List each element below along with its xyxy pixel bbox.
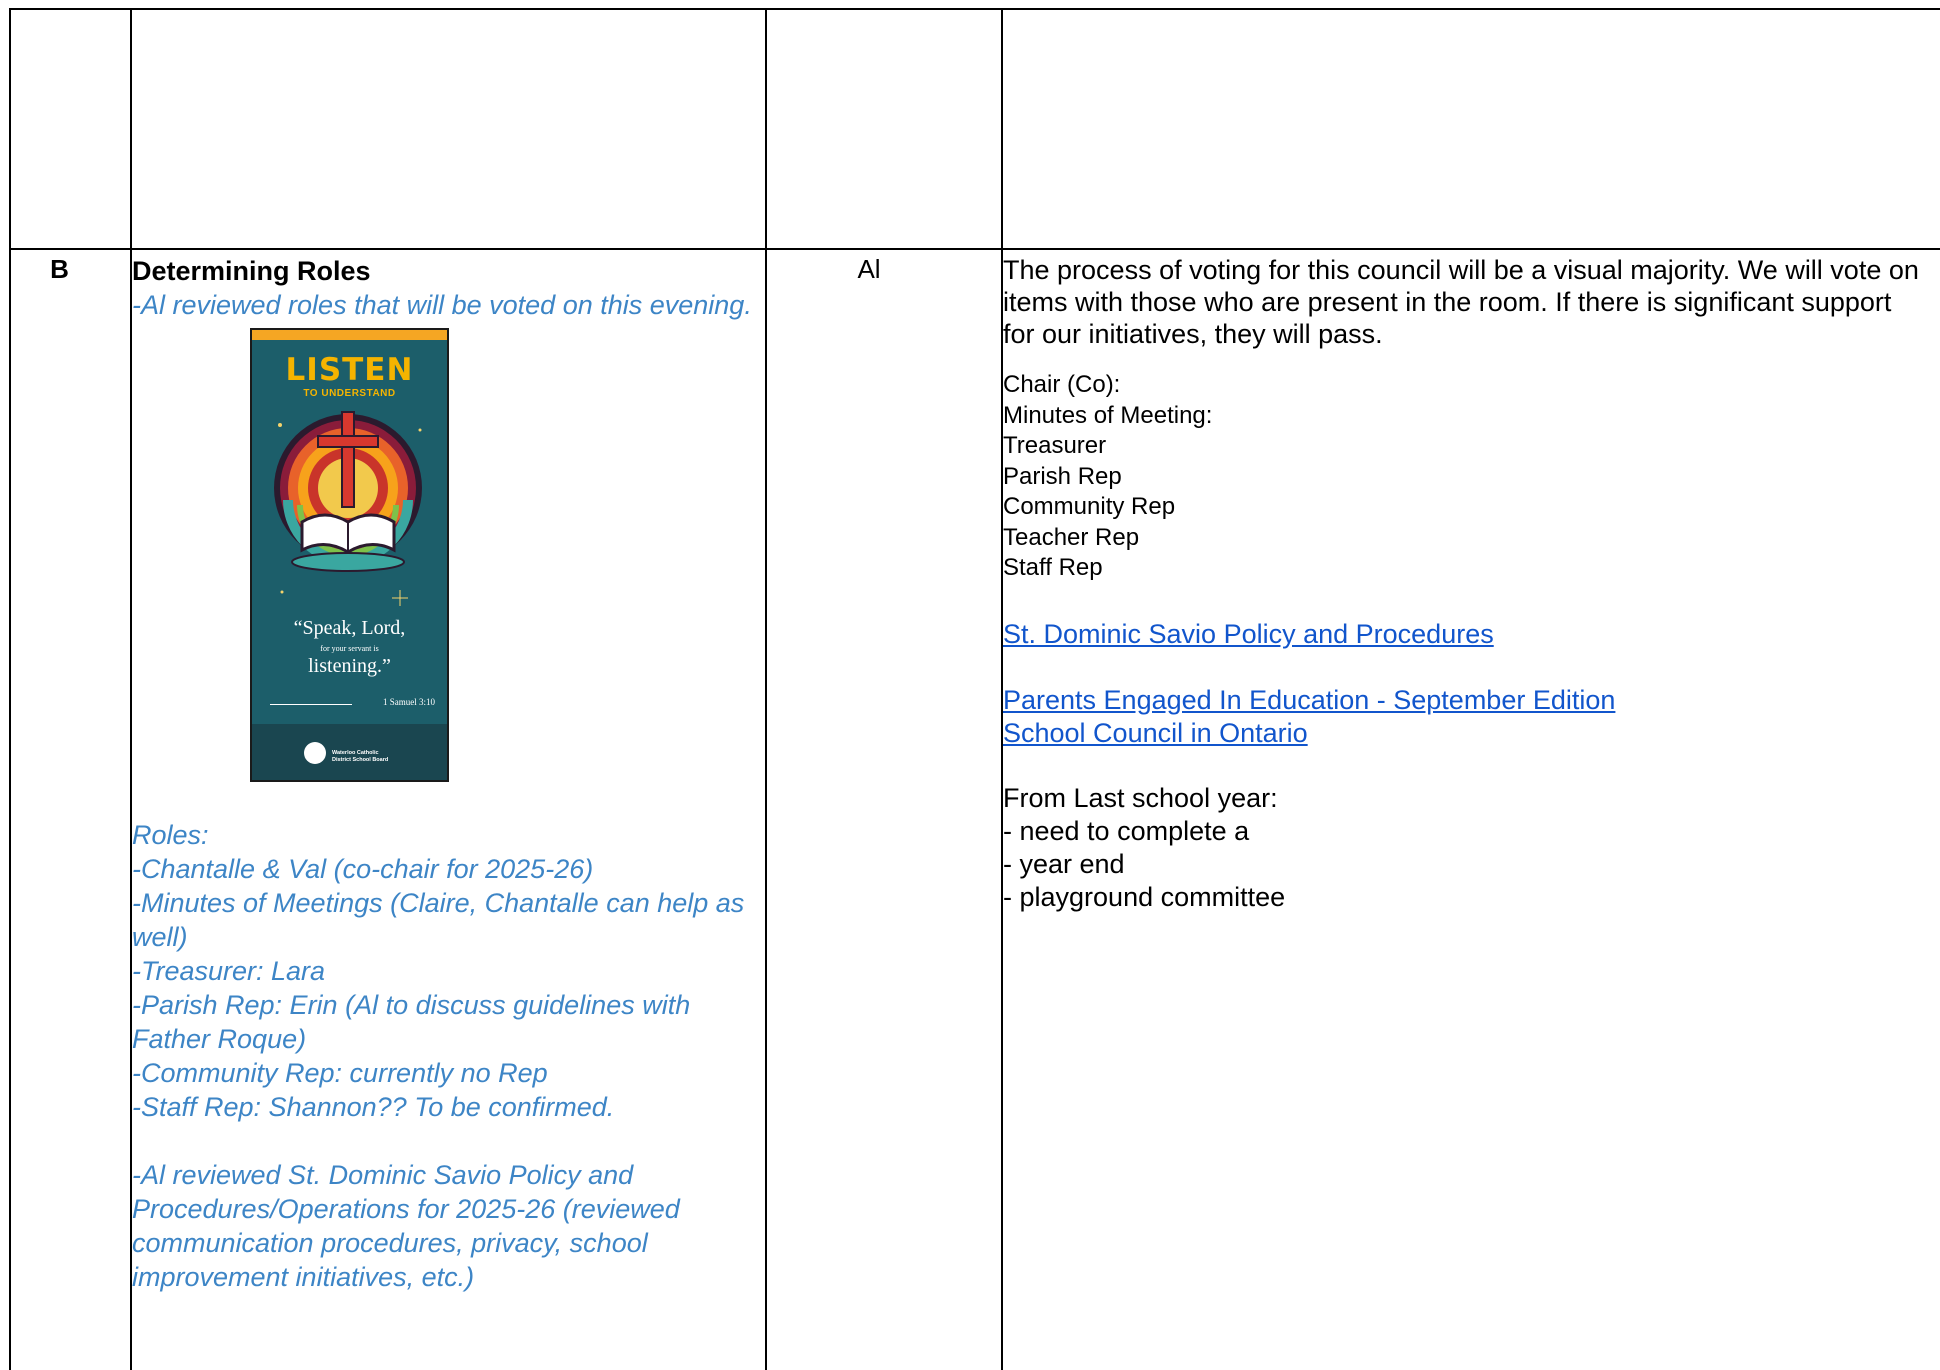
- minutes-table: [9, 8, 1940, 1370]
- list-item: - playground committee: [1003, 881, 1286, 912]
- list-item: -Staff Rep: Shannon?? To be confirmed.: [132, 1092, 615, 1122]
- list-item: -Chantalle & Val (co-chair for 2025-26): [132, 854, 594, 884]
- board-name-line1: Waterloo Catholic: [332, 750, 379, 756]
- list-item: - year end: [1003, 848, 1125, 879]
- stained-glass-icon: [260, 410, 436, 610]
- item-id: B: [50, 254, 69, 284]
- policy-link[interactable]: St. Dominic Savio Policy and Procedures: [1003, 618, 1494, 649]
- voting-process-text: The process of voting for this council will be a visual majority. We will vote on items with those who are present in the room. If there is significant support for our initiatives, they will pass.: [1003, 255, 1919, 349]
- list-item: Community Rep: [1003, 493, 1176, 520]
- table-row-previous: [10, 9, 1940, 249]
- board-name-line2: District School Board: [332, 757, 389, 763]
- cell-notes-previous: [1002, 9, 1940, 249]
- cell-item-id-previous: [10, 9, 131, 249]
- cell-presenter: [766, 249, 1002, 1370]
- list-item: Parish Rep: [1003, 462, 1122, 490]
- intro-note: -Al reviewed roles that will be voted on this evening.: [132, 290, 752, 320]
- poster-heading: LISTEN: [285, 352, 414, 388]
- roles-list: [132, 852, 765, 1124]
- list-item: Treasurer: [1003, 432, 1107, 459]
- poster-footer: [252, 724, 447, 780]
- poster-divider: [270, 704, 352, 705]
- list-item: -Minutes of Meetings (Claire, Chantalle can help as well): [132, 888, 745, 952]
- poster-accent-bar: [252, 330, 447, 340]
- list-item: Minutes of Meeting:: [1003, 401, 1213, 429]
- list-item: Teacher Rep: [1003, 523, 1140, 551]
- school-council-link[interactable]: School Council in Ontario: [1003, 717, 1308, 748]
- list-item: -Community Rep: currently no Rep: [132, 1058, 548, 1088]
- table-row-item-b: [10, 249, 1940, 1370]
- cell-topic: [131, 249, 766, 1370]
- list-item: - need to complete a: [1003, 815, 1250, 846]
- board-name: [332, 750, 388, 764]
- policy-note: -Al reviewed St. Dominic Savio Policy and Procedures/Operations for 2025-26 (reviewed communication procedures, privacy, school improvement initiatives, etc.): [132, 1160, 680, 1292]
- poster-quote-line3: listening.”: [308, 655, 391, 677]
- parents-engaged-link[interactable]: Parents Engaged In Education - September Edition: [1003, 684, 1616, 715]
- list-item: -Parish Rep: Erin (Al to discuss guidelines with Father Roque): [132, 990, 691, 1054]
- list-item: Chair (Co):: [1003, 371, 1121, 398]
- poster-reference: 1 Samuel 3:10: [383, 697, 435, 707]
- cell-topic-previous: [131, 9, 766, 249]
- listen-poster-image: [250, 328, 449, 782]
- last-year-notes: [1003, 782, 1940, 914]
- item-title: Determining Roles: [132, 256, 371, 286]
- list-item: Staff Rep: [1003, 554, 1103, 581]
- cell-presenter-previous: [766, 9, 1002, 249]
- last-year-heading: From Last school year:: [1003, 782, 1278, 813]
- board-logo-icon: [304, 742, 326, 764]
- poster-quote-line2: for your servant is: [320, 644, 379, 653]
- cell-item-id: [10, 249, 131, 1370]
- presenter-name: Al: [857, 254, 881, 284]
- list-item: -Treasurer: Lara: [132, 956, 326, 986]
- poster-subheading: TO UNDERSTAND: [303, 388, 396, 399]
- role-list: [1003, 370, 1940, 584]
- roles-heading: Roles:: [132, 820, 209, 850]
- poster-quote-line1: “Speak, Lord,: [293, 617, 406, 639]
- cell-notes: [1002, 249, 1940, 1370]
